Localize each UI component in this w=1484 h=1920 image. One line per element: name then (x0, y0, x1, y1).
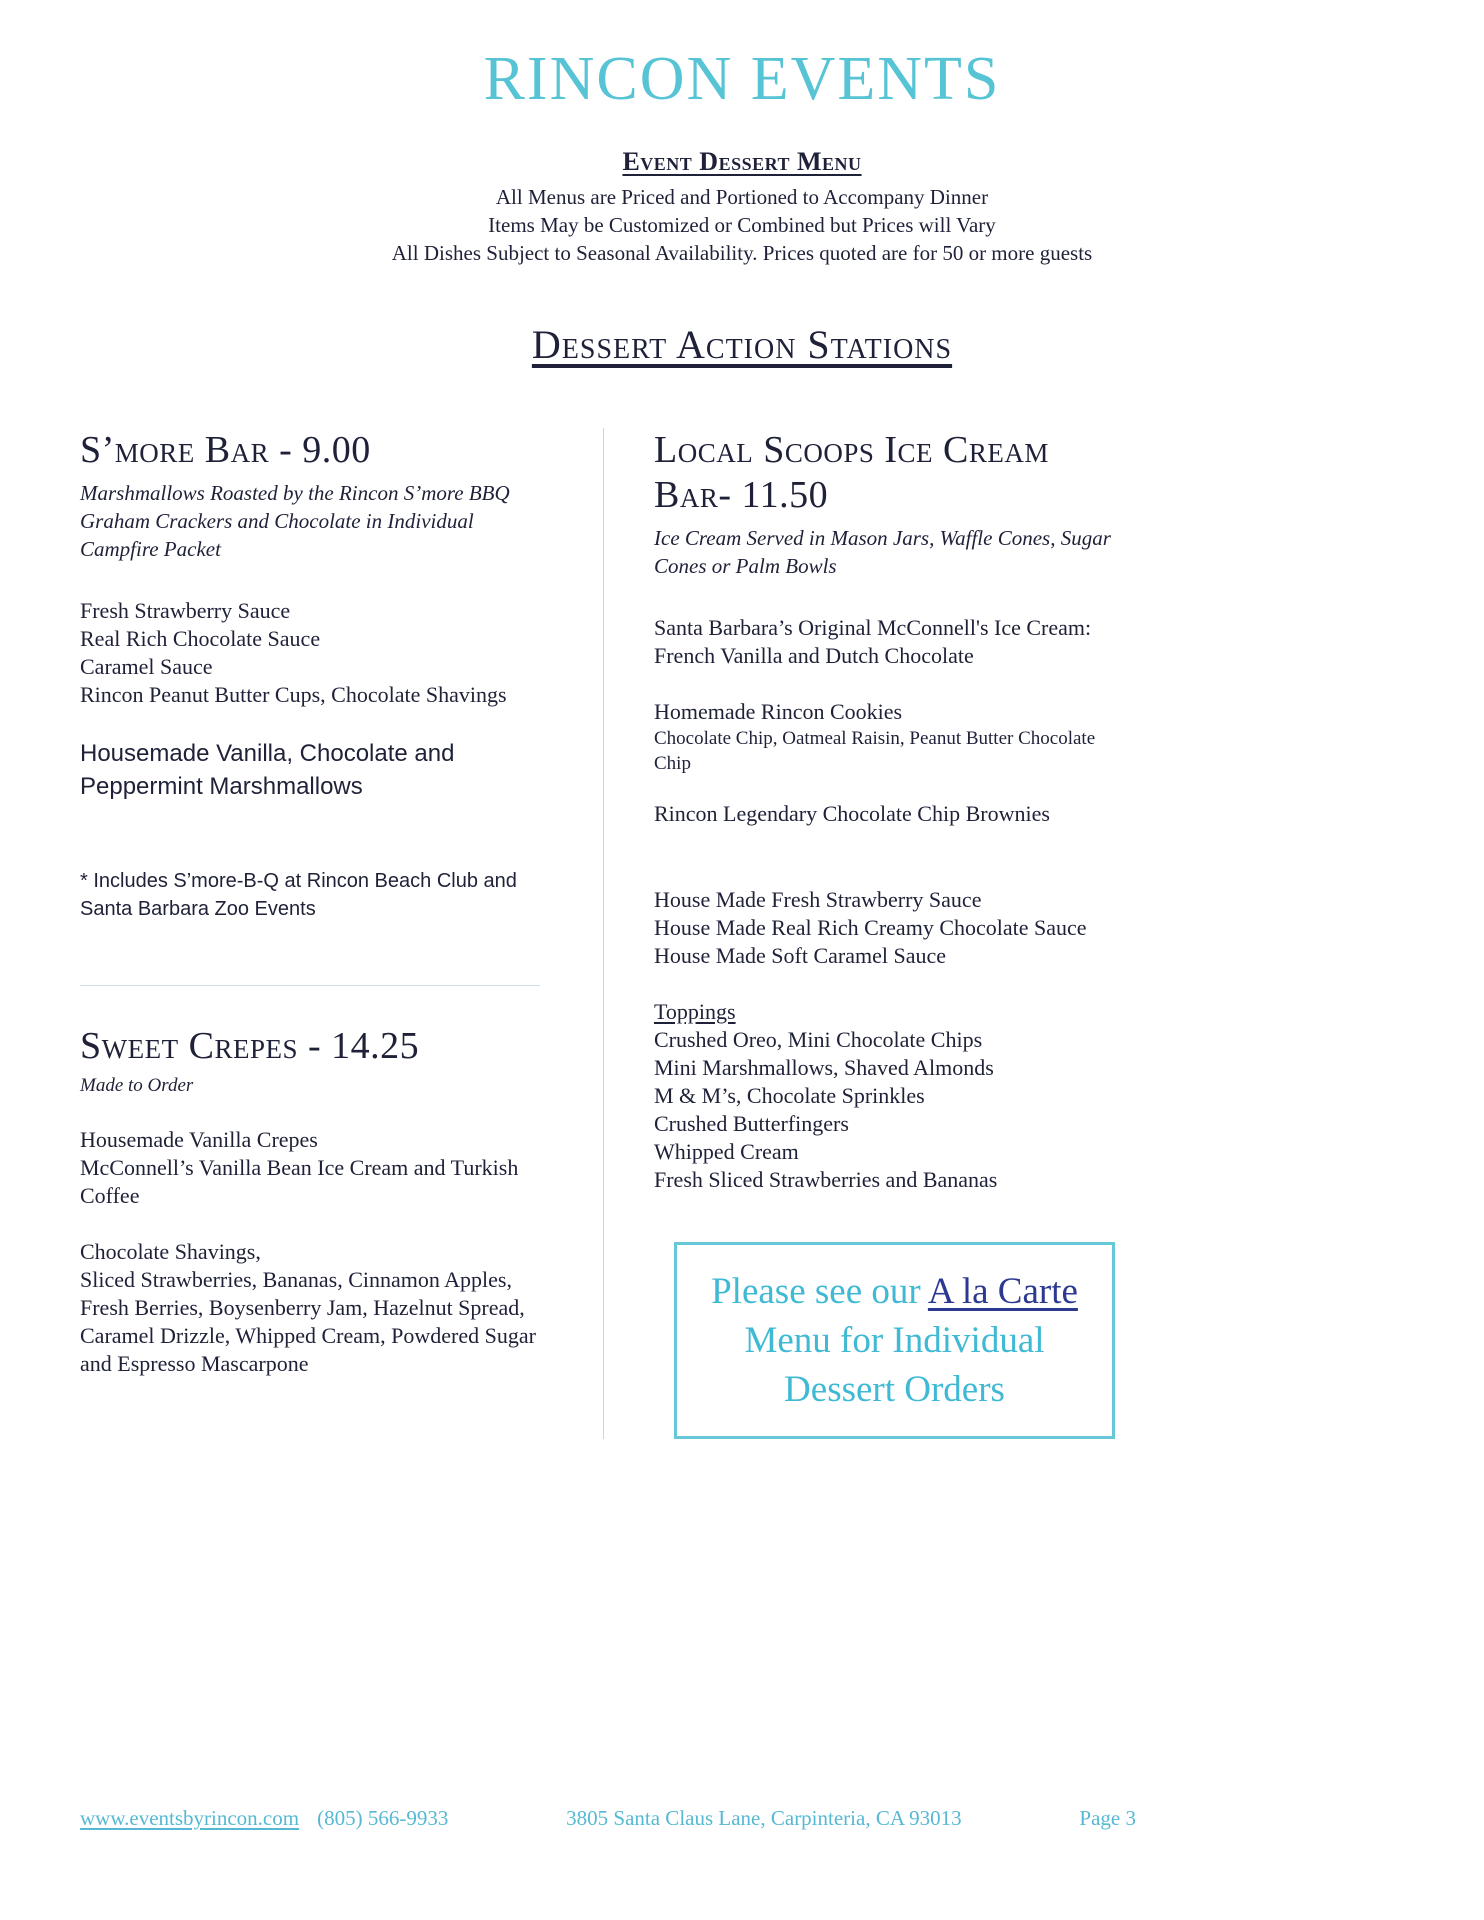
brownies-line: Rincon Legendary Chocolate Chip Brownies (654, 800, 1050, 826)
smore-bar-note: * Includes S’more-B-Q at Rincon Beach Club and Santa Barbara Zoo Events (80, 869, 517, 920)
callout-pre-text: Please see our (711, 1270, 928, 1312)
address: 3805 Santa Claus Lane, Carpinteria, CA 93013 (566, 1806, 962, 1830)
ice-cream-flavors: Santa Barbara’s Original McConnell's Ice Cream: French Vanilla and Dutch Chocolate (654, 614, 1092, 668)
intro-line: All Dishes Subject to Seasonal Availability. Prices quoted are for 50 or more guests (391, 241, 1093, 265)
website-link[interactable]: www.eventsbyrincon.com (80, 1806, 300, 1830)
menu-item: Fresh Strawberry Sauce (80, 597, 291, 623)
cookie-types: Chocolate Chip, Oatmeal Raisin, Peanut Butter Chocolate Chip (654, 727, 1096, 774)
sweet-crepes-items (80, 1126, 540, 1210)
sweet-crepes-heading: Sweet Crepes - 14.25 (80, 1024, 420, 1067)
page-title: RINCON EVENTS (483, 45, 1001, 113)
intro-line: All Menus are Priced and Portioned to Accompany Dinner (495, 185, 989, 209)
a-la-carte-callout (674, 1242, 1115, 1439)
right-column (654, 428, 1135, 1439)
menu-item: Rincon Peanut Butter Cups, Chocolate Shavings (80, 681, 507, 707)
toppings-label: Toppings (654, 998, 736, 1024)
sweet-crepes-toppings (80, 1238, 540, 1378)
page-footer (80, 1806, 1136, 1831)
intro-line: Items May be Customized or Combined but Prices will Vary (488, 213, 996, 237)
menu-item: Homemade Rincon Cookies (654, 698, 903, 724)
footer-contact (80, 1806, 448, 1831)
page-number: Page 3 (1079, 1806, 1136, 1830)
phone-number: (805) 566-9933 (317, 1806, 449, 1830)
column-divider-line (603, 428, 604, 1439)
toppings-block (654, 1026, 1135, 1194)
menu-item: Housemade Vanilla Crepes (80, 1126, 318, 1152)
menu-item: Real Rich Chocolate Sauce (80, 625, 321, 651)
ice-cream-bar-section (654, 428, 1135, 1194)
menu-item: Whipped Cream (654, 1138, 799, 1164)
intro-lines (0, 183, 1484, 267)
menu-item: Chocolate Shavings, (80, 1238, 261, 1264)
callout-post-text: Menu for Individual Dessert Orders (744, 1319, 1045, 1410)
smore-bar-section (80, 428, 540, 923)
menu-item: Mini Marshmallows, Shaved Almonds (654, 1054, 994, 1080)
ice-cream-bar-heading: Local Scoops Ice Cream Bar- 11.50 (654, 429, 1049, 516)
marshmallows-line: Housemade Vanilla, Chocolate and Peppermint Marshmallows (80, 739, 455, 800)
smore-bar-items (80, 597, 540, 709)
column-section-divider (80, 985, 540, 986)
page-header (0, 0, 1484, 267)
menu-item: House Made Real Rich Creamy Chocolate Sauce (654, 914, 1087, 940)
left-column (80, 428, 540, 1439)
menu-columns (0, 428, 1484, 1439)
menu-item: House Made Fresh Strawberry Sauce (654, 886, 982, 912)
cookies-block (654, 698, 1135, 776)
menu-item: Caramel Sauce (80, 653, 213, 679)
menu-item: Fresh Sliced Strawberries and Bananas (654, 1166, 998, 1192)
menu-item: House Made Soft Caramel Sauce (654, 942, 947, 968)
menu-item: Sliced Strawberries, Bananas, Cinnamon Apples, Fresh Berries, Boysenberry Jam, Hazelnut Spread, Caramel Drizzle, Whipped Cream, Powdered Sugar and Espresso Mascarpone (80, 1266, 536, 1376)
smore-bar-description: Marshmallows Roasted by the Rincon S’more BBQ Graham Crackers and Chocolate in Individual Campfire Packet (80, 480, 510, 561)
a-la-carte-link[interactable]: A la Carte (927, 1270, 1078, 1312)
sweet-crepes-section (80, 1024, 540, 1378)
section-title-wrap (0, 267, 1484, 368)
menu-item: Crushed Oreo, Mini Chocolate Chips (654, 1026, 983, 1052)
section-title: Dessert Action Stations (531, 322, 953, 367)
menu-item: McConnell’s Vanilla Bean Ice Cream and Turkish Coffee (80, 1154, 519, 1208)
menu-item: M & M’s, Chocolate Sprinkles (654, 1082, 925, 1108)
sauces-block (654, 886, 1135, 970)
ice-cream-bar-description: Ice Cream Served in Mason Jars, Waffle Cones, Sugar Cones or Palm Bowls (654, 525, 1111, 578)
smore-bar-heading: S’more Bar - 9.00 (80, 429, 371, 471)
menu-subtitle: Event Dessert Menu (622, 147, 862, 176)
sweet-crepes-description: Made to Order (80, 1074, 194, 1096)
menu-item: Crushed Butterfingers (654, 1110, 849, 1136)
